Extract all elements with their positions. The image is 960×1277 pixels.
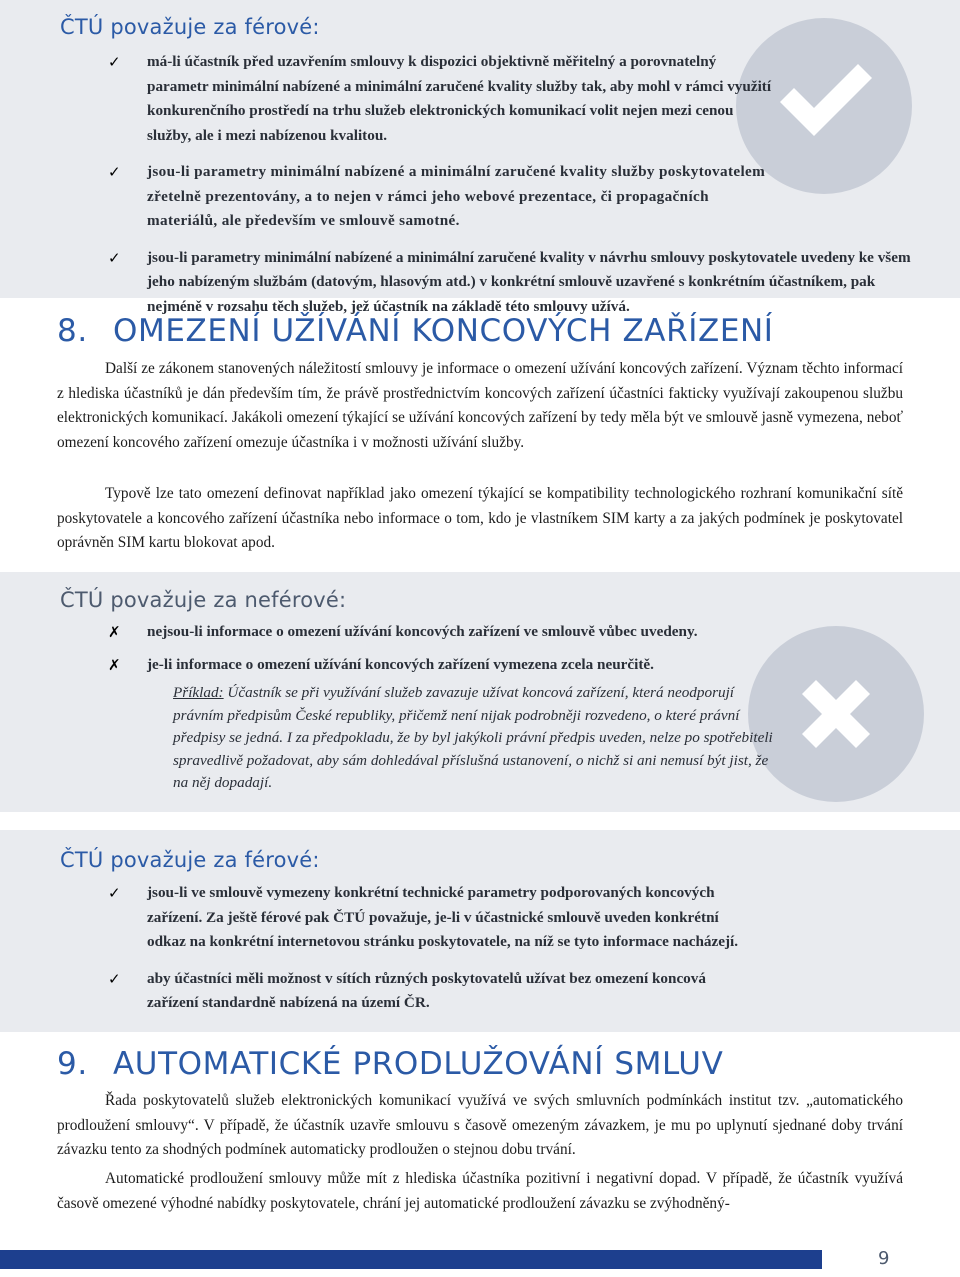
section-number: 8.: [57, 313, 88, 349]
fair-box-2: [0, 830, 960, 1032]
paragraph: Další ze zákonem stanovených náležitostí smlouvy je informace o omezení užívání koncových zařízení. Význam těchto informací z hlediska účastníků je dán především tím, že právě prostřednictvím koncových zařízení účastníci fakticky využívají zakoupenou službu elektronických komunikací. Jakákoli omezení týkající se užívání koncových zařízení by tedy měla být ve smlouvě jasně vymezena, neboť omezení koncového zařízení omezuje účastníka i v možnosti užívání služby.: [57, 360, 903, 451]
fair-list-1: [108, 50, 960, 331]
fair-box-1: [0, 0, 960, 315]
section-heading: OMEZENÍ UŽÍVÁNÍ KONCOVÝCH ZAŘÍZENÍ: [113, 313, 774, 349]
section-9-title: [57, 1046, 723, 1082]
checkmark-icon: ✓: [108, 884, 121, 902]
x-mark-icon: ✗: [108, 623, 121, 641]
x-mark-icon: ✗: [108, 655, 121, 674]
fair-box-heading: ČTÚ považuje za férové:: [60, 848, 320, 872]
unfair-box: [0, 572, 960, 812]
section-number: 9.: [57, 1046, 88, 1082]
list-item: ✓ jsou-li parametry minimální nabízené a minimální zaručené kvality v návrhu smlouvy poskytovatele uvedeny ke všem jeho nabízeným službám (datovým, hlasovým atd.) v konkrétní smlouvě uzavřené s konkrétním účastníkem, pak nejméně v rozsahu těch služeb, jež účastník na základě této smlouvy užívá.: [108, 246, 912, 320]
checkmark-icon: ✓: [108, 53, 121, 71]
list-item: ✗ je-li informace o omezení užívání koncových zařízení vymezena zcela neurčitě.: [108, 653, 867, 678]
checkmark-icon: ✓: [108, 248, 121, 267]
checkmark-icon: ✓: [108, 163, 121, 181]
unfair-list: [108, 620, 960, 685]
footer-bar: [0, 1250, 822, 1269]
fair-box-heading: ČTÚ považuje za férové:: [60, 15, 320, 39]
section-8-title: [57, 313, 774, 349]
list-item: ✓ má-li účastník před uzavřením smlouvy k dispozici objektivně měřitelný a porovnatelný parametr minimální nabízené a minimální zaručené kvality služby tak, aby mohl v rámci využití konkurenčního prostředí na trhu služeb elektronických komunikací volit nejen mezi cenou služby, ale i mezi nabízenou kvalitou.: [108, 50, 780, 148]
list-item: ✓ jsou-li ve smlouvě vymezeny konkrétní technické parametry podporovaných koncových zařízení. Za ještě férové pak ČTÚ považuje, je-li v účastnické smlouvě uveden konkrétní odkaz na konkrétní internetovou stránku poskytovatele, na níž se tyto informace nacházejí.: [108, 881, 747, 955]
unfair-box-heading: ČTÚ považuje za neférové:: [60, 588, 347, 612]
fair-list-2: [108, 881, 960, 1028]
page-number: 9: [878, 1248, 890, 1269]
paragraph: Řada poskytovatelů služeb elektronických komunikací využívá ve svých smluvních podmínkách institut tzv. „automatického prodloužení smlouvy“. V případě, že účastník uzavře smlouvu s časově omezeným závazkem, je mu po uplynutí sjednané doby trvání závazku tento za shodných podmínek automaticky prodloužen o stejnou dobu trvání.: [57, 1092, 903, 1159]
checkmark-icon: ✓: [108, 969, 121, 988]
list-item: ✓ aby účastníci měli možnost v sítích různých poskytovatelů užívat bez omezení koncová zařízení standardně nabízená na území ČR.: [108, 967, 747, 1016]
example-note: [173, 682, 773, 795]
paragraph: Typově lze tato omezení definovat například jako omezení týkající se kompatibility technologického rozhraní komunikační sítě poskytovatele a koncového zařízení účastníka nebo informace o tom, kdo je vlastníkem SIM karty a za jakých podmínek je poskytovatel oprávněn SIM kartu blokovat apod.: [57, 485, 903, 552]
list-item: ✗ nejsou-li informace o omezení užívání koncových zařízení ve smlouvě vůbec uvedeny.: [108, 620, 867, 645]
section-heading: AUTOMATICKÉ PRODLUŽOVÁNÍ SMLUV: [113, 1046, 724, 1082]
list-item: ✓ jsou-li parametry minimální nabízené a minimální zaručené kvality služby poskytovatelem zřetelně prezentovány, a to nejen v rámci jeho webové prezentace, či propagačních materiálů, ale především ve smlouvě samotné.: [108, 160, 780, 234]
paragraph: Automatické prodloužení smlouvy může mít z hlediska účastníka pozitivní i negativní dopad. V případě, že účastník využívá časově omezené výhodné nabídky poskytovatele, chrání jej automatické prodloužení závazku se zvýhodněný-: [57, 1170, 903, 1212]
example-label: Příklad:: [173, 684, 224, 701]
example-text: Účastník se při využívání služeb zavazuje užívat koncová zařízení, která neodporují právním předpisům České republiky, přičemž není nijak podrobněji rozvedeno, o které právní předpisy se jedná. I za předpokladu, že by byl jakýkoli právní předpis uveden, nelze po spotřebiteli spravedlivě požadovat, aby sám dohledával příslušná ustanovení, o nichž si ani nemusí být jist, že na něj dopadají.: [173, 684, 773, 791]
